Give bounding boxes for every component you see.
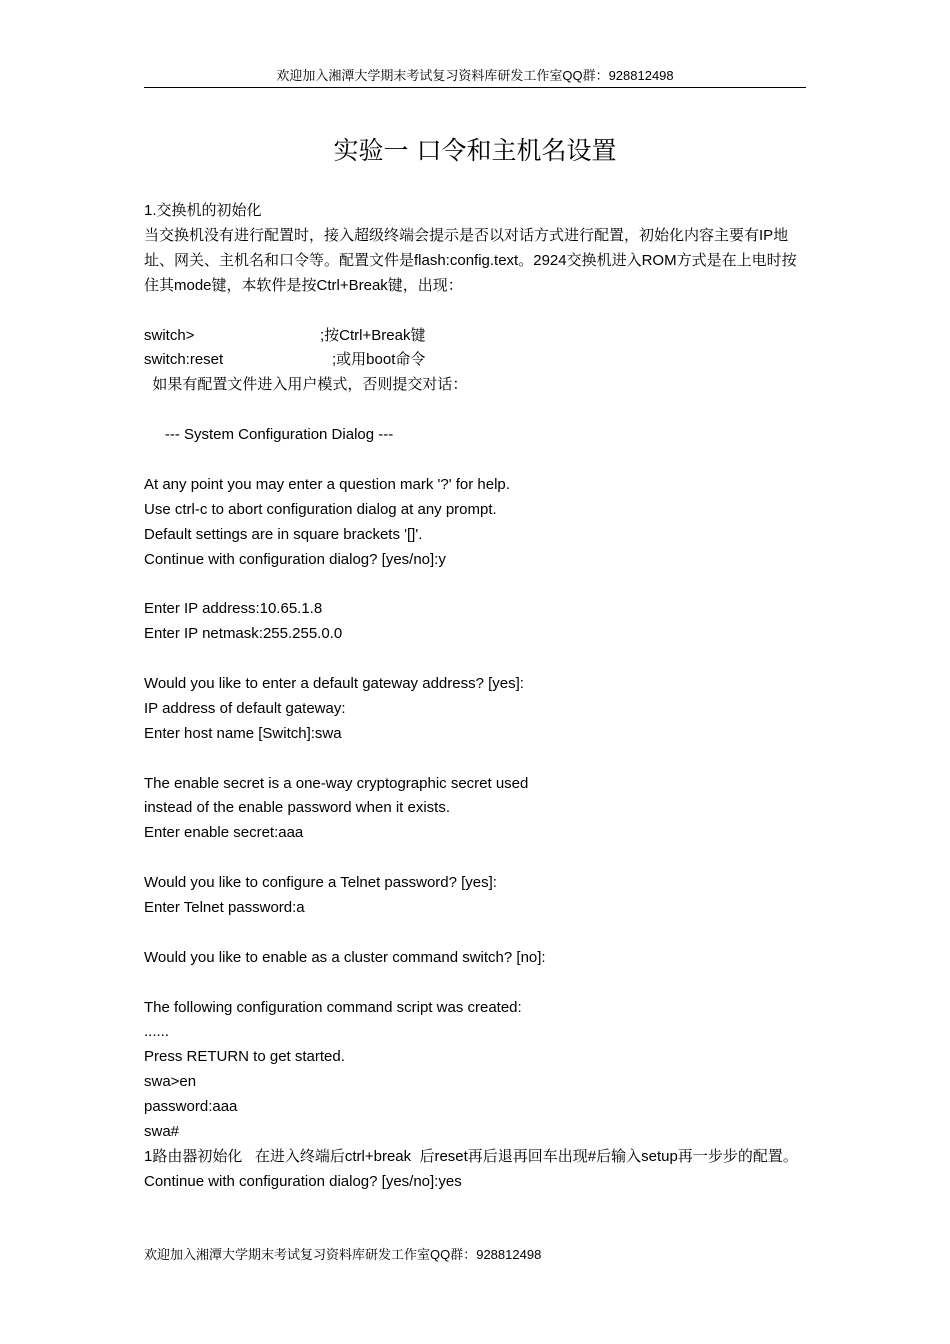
text-line: Use ctrl-c to abort configuration dialog at any prompt. bbox=[144, 500, 497, 518]
text-line: The enable secret is a one-way cryptographic secret used bbox=[144, 774, 529, 792]
text-line: instead of the enable password when it exists. bbox=[144, 799, 451, 817]
header-text: 欢迎加入湘潭大学期末考试复习资料库研发工作室QQ群：928812498 bbox=[276, 68, 674, 83]
footer-text: 欢迎加入湘潭大学期末考试复习资料库研发工作室QQ群：928812498 bbox=[144, 1247, 542, 1262]
blank-line bbox=[144, 299, 806, 324]
text-line: Enter enable secret:aaa bbox=[144, 824, 304, 842]
blank-line bbox=[144, 448, 806, 473]
text-line: ...... bbox=[144, 1023, 170, 1041]
router-paragraph: 1路由器初始化 在进入终端后ctrl+break 后reset再后退再回车出现#后输入setup再一步步的配置。 bbox=[144, 1147, 798, 1165]
blank-line bbox=[144, 921, 806, 946]
dialog-title: --- System Configuration Dialog --- bbox=[144, 426, 394, 444]
blank-line bbox=[144, 647, 806, 672]
text-line: Would you like to enter a default gateway address? [yes]: bbox=[144, 674, 524, 692]
command-note: ;或用boot命令 bbox=[332, 351, 426, 369]
text-line: IP address of default gateway: bbox=[144, 699, 346, 717]
text-line: Would you like to enable as a cluster command switch? [no]: bbox=[144, 948, 546, 966]
intro-paragraph: 当交换机没有进行配置时，接入超级终端会提示是否以对话方式进行配置，初始化内容主要有IP地址、网关、主机名和口令等。配置文件是flash:config.text。2924交换机进入ROM方式是在上电时按住其mode键，本软件是按Ctrl+Break键，出现： bbox=[144, 226, 797, 294]
text-line: Enter IP address:10.65.1.8 bbox=[144, 600, 323, 618]
text-line: Continue with configuration dialog? [yes/no]:y bbox=[144, 550, 446, 568]
section-heading: 1.交换机的初始化 bbox=[144, 202, 262, 219]
text-line: At any point you may enter a question mark '?' for help. bbox=[144, 475, 510, 493]
text-line: Press RETURN to get started. bbox=[144, 1048, 345, 1066]
command-text: switch> bbox=[144, 326, 195, 344]
blank-line bbox=[144, 398, 806, 423]
text-line: Default settings are in square brackets '[]'. bbox=[144, 525, 423, 543]
text-line: Would you like to configure a Telnet password? [yes]: bbox=[144, 874, 497, 892]
page-header bbox=[144, 66, 806, 88]
text-line: The following configuration command script was created: bbox=[144, 998, 522, 1016]
blank-line bbox=[144, 747, 806, 772]
text-line: Enter host name [Switch]:swa bbox=[144, 724, 342, 742]
document-body bbox=[144, 199, 806, 1195]
page-footer bbox=[144, 1245, 806, 1265]
text-line: Enter IP netmask:255.255.0.0 bbox=[144, 625, 343, 643]
text-line: password:aaa bbox=[144, 1098, 238, 1116]
blank-line bbox=[144, 971, 806, 996]
command-note: ;按Ctrl+Break键 bbox=[320, 326, 426, 344]
document-title: 实验一 口令和主机名设置 bbox=[333, 136, 617, 165]
command-text: switch:reset bbox=[144, 351, 224, 369]
blank-line bbox=[144, 572, 806, 597]
blank-line bbox=[144, 846, 806, 871]
text-line: 如果有配置文件进入用户模式，否则提交对话： bbox=[144, 376, 468, 394]
text-line: Enter Telnet password:a bbox=[144, 898, 305, 916]
text-line: Continue with configuration dialog? [yes/no]:yes bbox=[144, 1172, 462, 1190]
command-line bbox=[144, 348, 806, 373]
text-line: swa# bbox=[144, 1123, 180, 1140]
text-line: swa>en bbox=[144, 1073, 197, 1091]
command-line bbox=[144, 324, 806, 349]
